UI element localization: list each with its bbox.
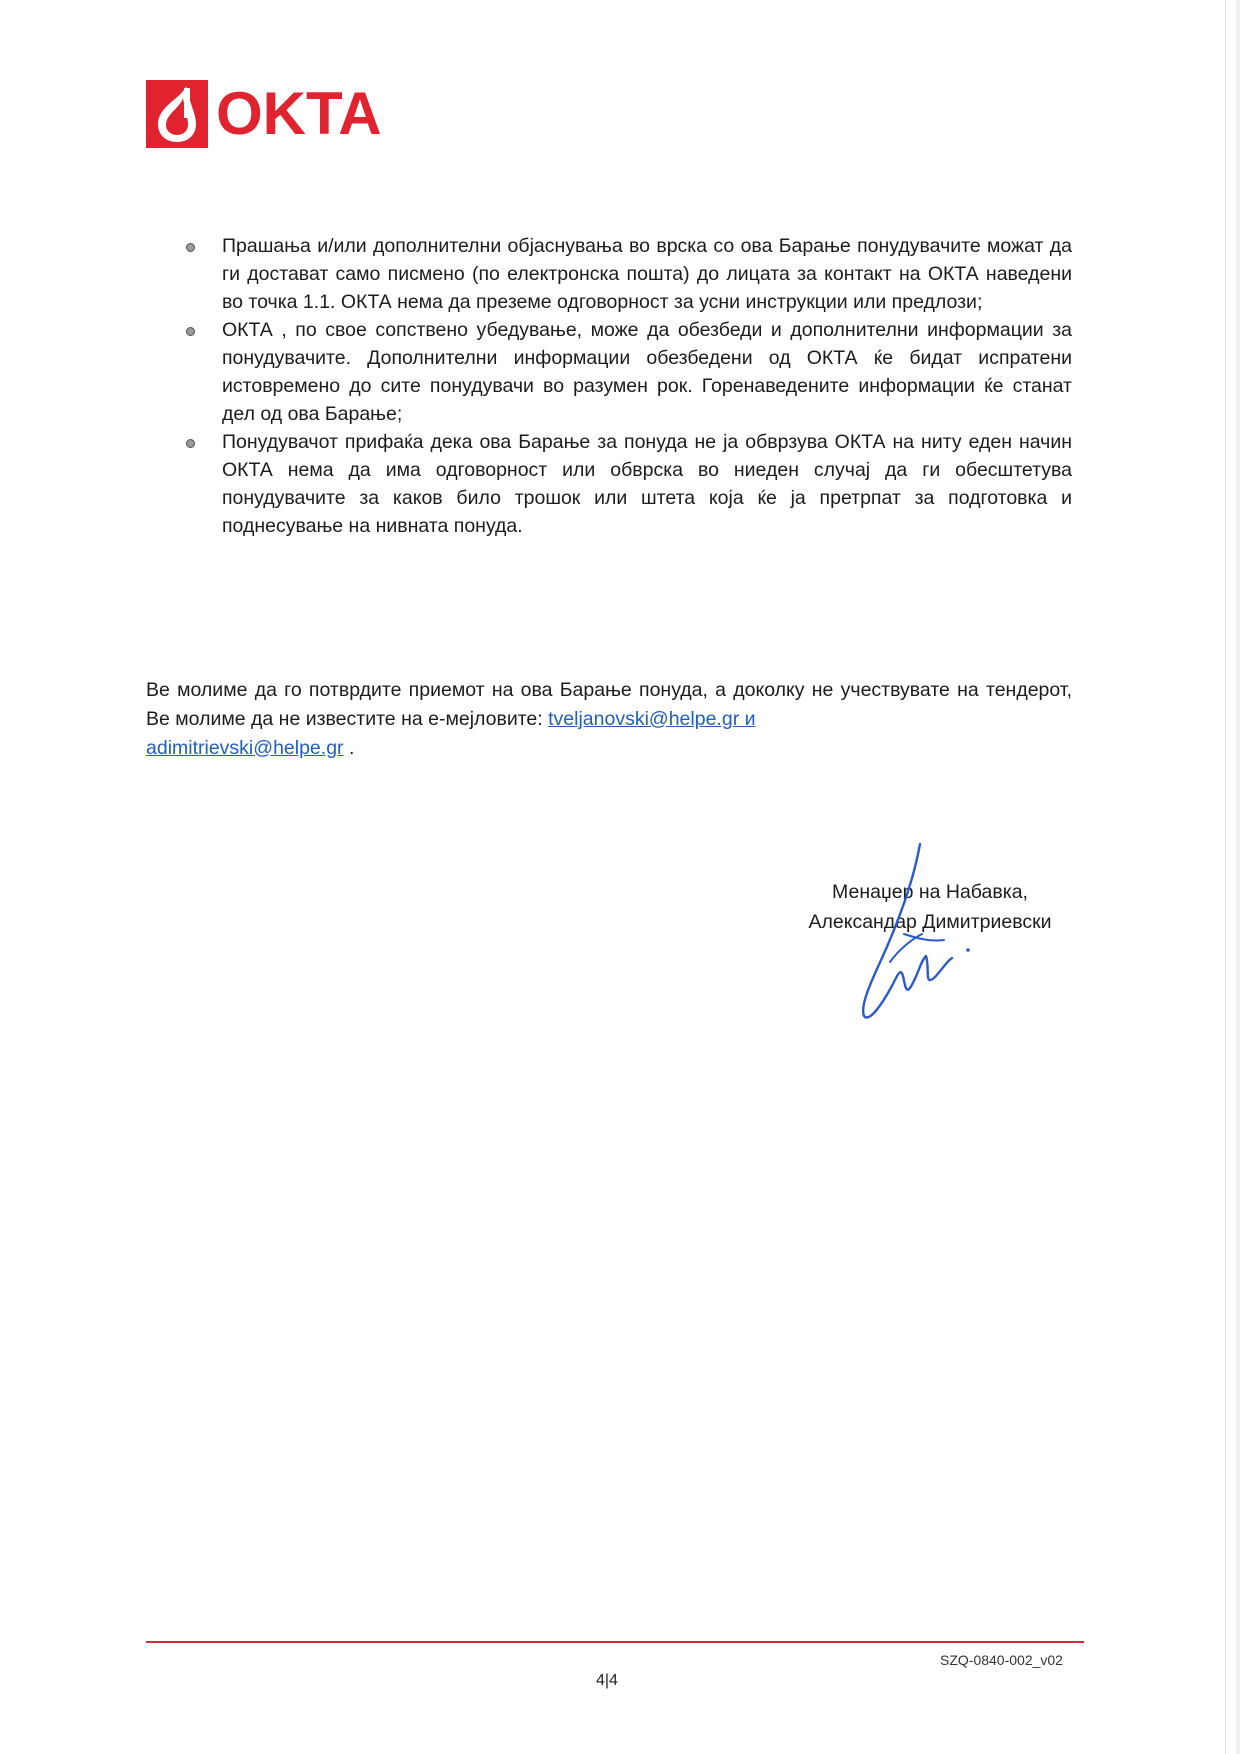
list-item [184, 428, 1072, 540]
bullet-icon [186, 327, 195, 336]
signer-name: Александар Димитриевски [808, 911, 1052, 933]
document-code: SZQ-0840-002_v02 [940, 1652, 1063, 1668]
closing-text: Ве молиме да го потврдите приемот на ова Барање понуда, а доколку не учествувате на тендерот, Ве молиме да не известите на е-мејловите: [146, 678, 1072, 730]
signer-title: Менаџер на Набавка, [832, 881, 1028, 903]
closing-end: . [343, 736, 355, 759]
list-item [184, 232, 1072, 316]
page-edge [1236, 0, 1240, 1754]
okta-logo [146, 80, 402, 148]
email-link-tveljanovski[interactable]: tveljanovski@helpe.gr [548, 707, 740, 730]
page-number: 4|4 [596, 1672, 618, 1689]
bullet-text: Прашања и/или дополнителни објаснувања во врска со ова Барање понудувачите можат да ги достават само писмено (по електронска пошта) до лицата за контакт на ОКТА наведени во точка 1.1. ОКТА нема да преземе одговорност за усни инструкции или предлози; [222, 235, 1072, 313]
email-link-adimitrievski[interactable]: adimitrievski@helpe.gr [146, 736, 344, 759]
bullet-text: Понудувачот прифаќа дека ова Барање за понуда не ја обврзува ОКТА на ниту еден начин ОКТА нема да има одговорност или обврска во ниеден случај да ги обесштетува понудувачите за каков било трошок или штета која ќе ја претрпат за подготовка и поднесување на нивната понуда. [222, 431, 1072, 537]
logo-wordmark: OKTA [216, 80, 382, 147]
email-link-conjunction[interactable]: и [739, 707, 756, 730]
bullet-text: ОКТА , по свое сопствено убедување, може да обезбеди и дополнителни информации за понудувачите. Дополнителни информации обезбедени од ОКТА ќе бидат испратени истовремено до сите понудувачи во разумен рок. Горенаведените информации ќе станат дел од ова Барање; [222, 319, 1072, 425]
page-edge-line [1225, 0, 1226, 1754]
bullet-list [184, 232, 1072, 540]
handwritten-signature [830, 838, 980, 1028]
okta-drop-icon [146, 80, 208, 148]
bullet-icon [186, 243, 195, 252]
footer-divider [146, 1641, 1084, 1643]
list-item [184, 316, 1072, 428]
bullet-icon [186, 439, 195, 448]
closing-paragraph [146, 676, 1072, 763]
